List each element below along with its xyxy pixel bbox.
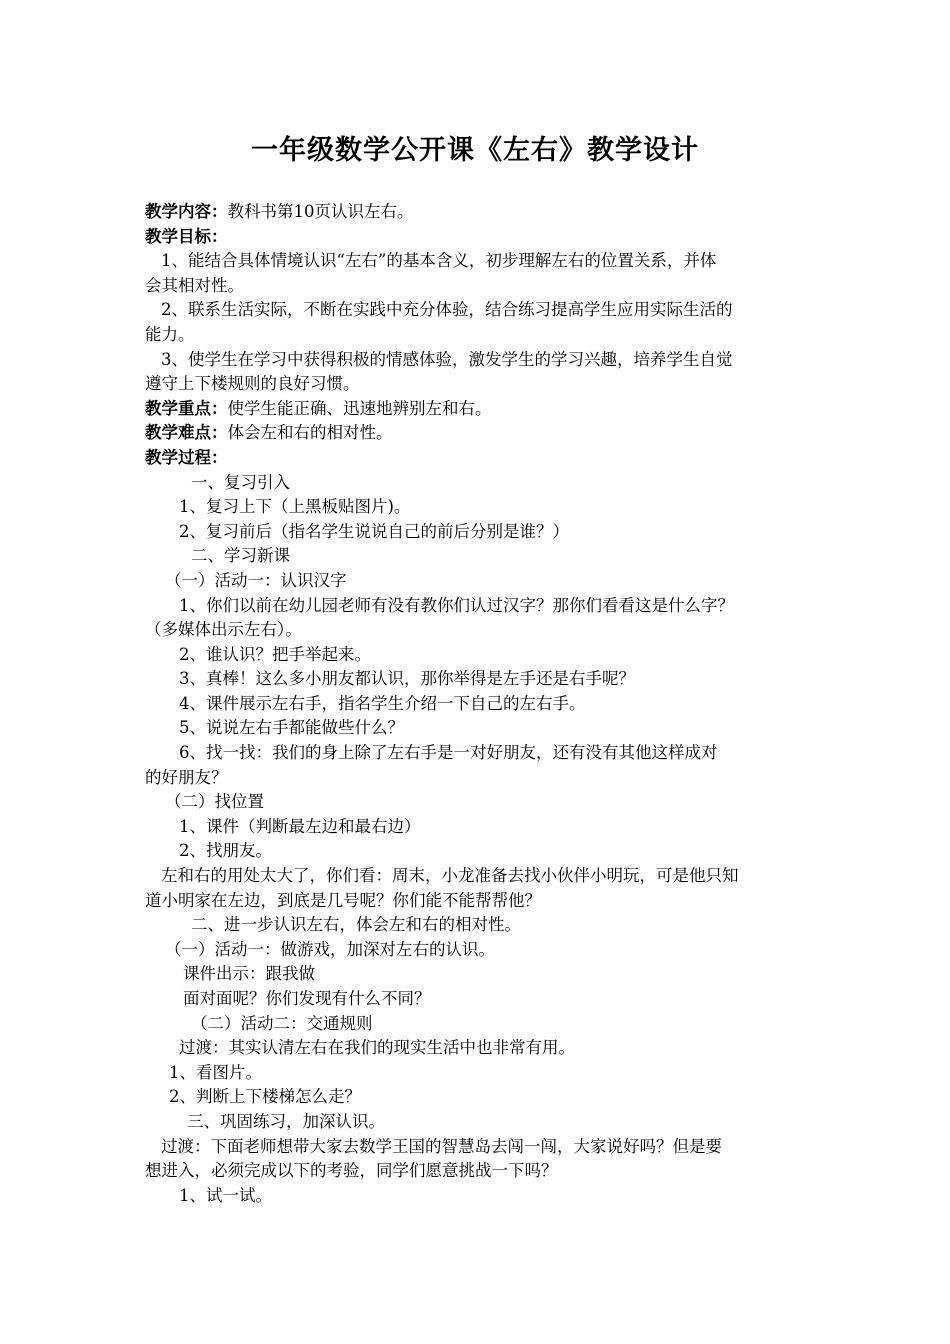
goal-3-line-2: 遵守上下楼规则的良好习惯。 <box>145 374 360 394</box>
process-line: 3、真棒！这么多小朋友都认识，那你举得是左手还是右手呢？ <box>179 669 635 689</box>
difficulty-text: 体会左和右的相对性。 <box>227 423 393 443</box>
goals-label: 教学目标： <box>145 226 228 246</box>
key-text: 使学生能正确、迅速地辨别左和右。 <box>227 398 492 418</box>
process-line: 6、找一找：我们的身上除了左右手是一对好朋友，还有没有其他这样成对 <box>179 743 718 763</box>
process-line: 2、找朋友。 <box>179 841 272 861</box>
goal-2-line-1: 2、联系生活实际，不断在实践中充分体验，结合练习提高学生应用实际生活的 <box>161 300 733 320</box>
content-label: 教学内容： <box>145 202 228 221</box>
process-line: （一）活动一：认识汉字 <box>165 570 347 590</box>
process-line: 三、巩固练习，加深认识。 <box>187 1111 385 1131</box>
content-text: 教科书第10页认识左右。 <box>227 202 414 221</box>
document-body <box>145 200 820 1208</box>
process-line: 1、试一试。 <box>179 1185 272 1205</box>
process-line: 1、复习上下（上黑板贴图片)。 <box>179 497 411 517</box>
process-line: 想进入，必须完成以下的考验，同学们愿意挑战一下吗？ <box>145 1161 558 1181</box>
process-line: （多媒体出示左右）。 <box>145 620 302 640</box>
process-line: 2、复习前后（指名学生说说自己的前后分别是谁？） <box>179 521 569 541</box>
process-line: 二、进一步认识左右，体会左和右的相对性。 <box>191 915 521 935</box>
content-row <box>145 200 820 225</box>
process-line: 课件出示：跟我做 <box>183 964 315 984</box>
difficulty-label: 教学难点： <box>145 423 228 443</box>
process-line: 2、判断上下楼梯怎么走？ <box>169 1087 361 1107</box>
process-label: 教学过程： <box>145 447 228 467</box>
goal-2-line-2: 能力。 <box>145 324 195 344</box>
page-title: 一年级数学公开课《左右》教学设计 <box>251 135 699 166</box>
process-line: 左和右的用处太大了，你们看：周末，小龙准备去找小伙伴小明玩，可是他只知 <box>161 866 739 886</box>
process-line: 2、谁认识？把手举起来。 <box>179 644 371 664</box>
key-label: 教学重点： <box>145 398 228 418</box>
difficulty-row <box>145 421 820 446</box>
process-line: 过渡：其实认清左右在我们的现实生活中也非常有用。 <box>179 1038 575 1058</box>
process-line: 1、看图片。 <box>169 1062 262 1082</box>
process-line: 1、你们以前在幼儿园老师有没有教你们认过汉字？那你们看看这是什么字？ <box>179 595 734 615</box>
process-line: 的好朋友？ <box>145 767 228 787</box>
process-line: 二、学习新课 <box>191 546 290 566</box>
process-line: （一）活动一：做游戏，加深对左右的认识。 <box>165 939 495 959</box>
process-line: 5、说说左右手都能做些什么？ <box>179 718 404 738</box>
process-line: 4、课件展示左右手，指名学生介绍一下自己的左右手。 <box>179 693 586 713</box>
goal-1-line-2: 会其相对性。 <box>145 275 244 295</box>
process-line: 一、复习引入 <box>191 472 290 492</box>
process-line: 1、课件（判断最左边和最右边） <box>179 816 421 836</box>
process-line: 过渡：下面老师想带大家去数学王国的智慧岛去闯一闯，大家说好吗？但是要 <box>161 1136 722 1156</box>
goal-3-line-1: 3、使学生在学习中获得积极的情感体验，激发学生的学习兴趣，培养学生自觉 <box>161 349 733 369</box>
process-line: （二）活动二：交通规则 <box>191 1013 373 1033</box>
process-line: 道小明家在左边，到底是几号呢？你们能不能帮帮他？ <box>145 890 541 910</box>
goal-1-line-1: 1、能结合具体情境认识“左右”的基本含义，初步理解左右的位置关系，并体 <box>161 251 717 271</box>
key-point-row <box>145 397 820 422</box>
process-line: 面对面呢？你们发现有什么不同？ <box>183 989 431 1008</box>
process-line: （二）找位置 <box>165 792 264 812</box>
